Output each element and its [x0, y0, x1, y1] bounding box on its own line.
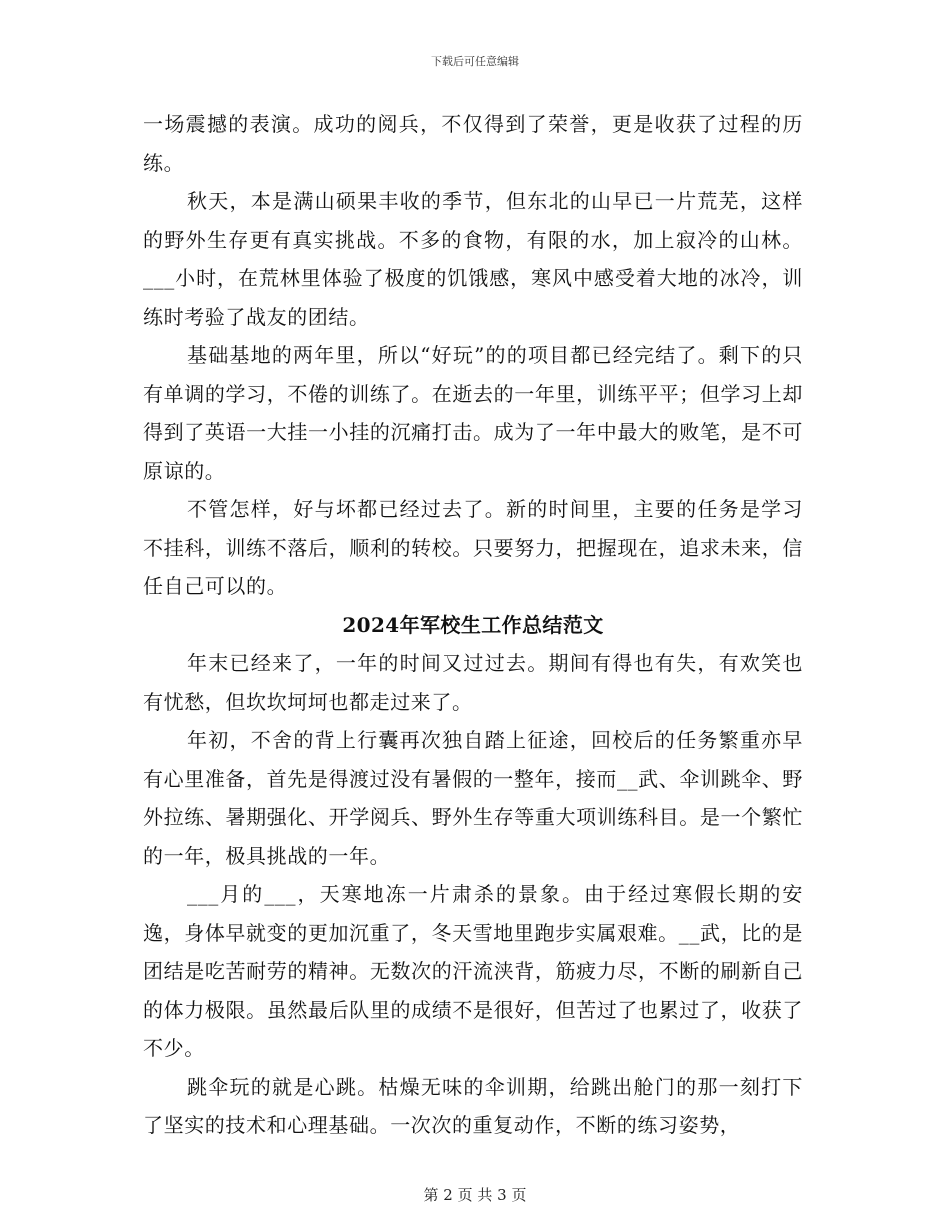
- page-footer: 第 2 页 共 3 页: [423, 1186, 527, 1204]
- paragraph-7: ___月的___，天寒地冻一片肃杀的景象。由于经过寒假长期的安逸，身体早就变的更加沉重了，冬天雪地里跑步实属艰难。__武，比的是团结是吃苦耐劳的精神。无数次的汗流浃背，筋疲力尽，不断的刷新自己的体力极限。虽然最后队里的成绩不是很好，但苦过了也累过了，收获了不少。: [143, 882, 803, 1060]
- paragraph-4: 不管怎样，好与坏都已经过去了。新的时间里，主要的任务是学习不挂科，训练不落后，顺利的转校。只要努力，把握现在，追求未来，信任自己可以的。: [143, 497, 803, 598]
- paragraph-2: 秋天，本是满山硕果丰收的季节，但东北的山早已一片荒芜，这样的野外生存更有真实挑战。不多的食物，有限的水，加上寂冷的山林。___小时，在荒林里体验了极度的饥饿感，寒风中感受着大地的冰冷，训练时考验了战友的团结。: [143, 189, 803, 329]
- paragraph-8: 跳伞玩的就是心跳。枯燥无味的伞训期，给跳出舱门的那一刻打下了坚实的技术和心理基础。一次次的重复动作，不断的练习姿势，: [143, 1074, 803, 1137]
- page-header: 下载后可任意编辑: [431, 55, 519, 68]
- document-body: [143, 105, 803, 1145]
- paragraph-1: 一场震撼的表演。成功的阅兵，不仅得到了荣誉，更是收获了过程的历练。: [143, 112, 803, 175]
- paragraph-6: 年初，不舍的背上行囊再次独自踏上征途，回校后的任务繁重亦早有心里准备，首先是得渡过没有暑假的一整年，接而__武、伞训跳伞、野外拉练、暑期强化、开学阅兵、野外生存等重大项训练科目。是一个繁忙的一年，极具挑战的一年。: [143, 728, 803, 868]
- section-title: 2024年军校生工作总结范文: [342, 612, 604, 637]
- paragraph-3: 基础基地的两年里，所以“好玩”的的项目都已经完结了。剩下的只有单调的学习，不倦的训练了。在逝去的一年里，训练平平；但学习上却得到了英语一大挂一小挂的沉痛打击。成为了一年中最大的败笔，是不可原谅的。: [143, 343, 803, 483]
- paragraph-5: 年末已经来了，一年的时间又过过去。期间有得也有失，有欢笑也有忧愁，但坎坎坷坷也都走过来了。: [143, 651, 803, 714]
